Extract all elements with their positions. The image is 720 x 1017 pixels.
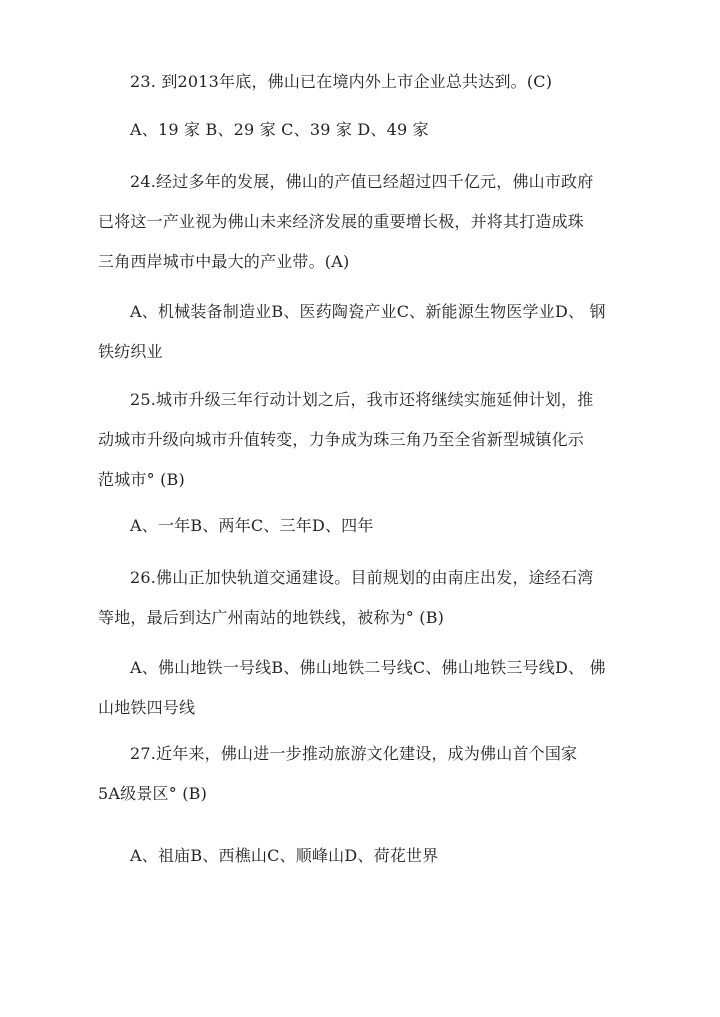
question-line: 23. 到2013年底，佛山已在境内外上市企业总共达到。(C)	[130, 72, 553, 91]
options-23	[98, 110, 618, 150]
options-line: 铁纺织业	[98, 342, 163, 361]
options-26	[98, 648, 618, 728]
options-line: A、佛山地铁一号线B、佛山地铁二号线C、佛山地铁三号线D、 佛	[130, 658, 606, 677]
question-line: 25.城市升级三年行动计划之后，我市还将继续实施延伸计划，推	[130, 390, 594, 409]
options-line: A、机械装备制造业B、医药陶瓷产业C、新能源生物医学业D、 钢	[130, 302, 606, 321]
question-23	[98, 62, 618, 102]
question-line: 已将这一产业视为佛山未来经济发展的重要增长极，并将其打造成珠	[98, 212, 585, 231]
options-line: A、祖庙B、西樵山C、顺峰山D、荷花世界	[130, 846, 439, 865]
question-24	[98, 162, 618, 282]
question-line: 27.近年来，佛山进一步推动旅游文化建设，成为佛山首个国家	[130, 744, 578, 763]
options-line: A、19 家 B、29 家 C、39 家 D、49 家	[130, 120, 429, 139]
options-24	[98, 292, 618, 372]
options-25	[98, 506, 618, 546]
options-27	[98, 836, 618, 876]
question-line: 24.经过多年的发展，佛山的产值已经超过四千亿元，佛山市政府	[130, 172, 594, 191]
question-line: 范城市° (B)	[98, 470, 185, 489]
question-line: 5A级景区° (B)	[98, 784, 208, 803]
question-line: 等地，最后到达广州南站的地铁线，被称为° (B)	[98, 608, 445, 627]
question-25	[98, 380, 618, 500]
question-line: 26.佛山正加快轨道交通建设。目前规划的由南庄出发，途经石湾	[130, 568, 594, 587]
options-line: 山地铁四号线	[98, 698, 196, 717]
question-line: 三角西岸城市中最大的产业带。(A)	[98, 252, 350, 271]
question-27	[98, 734, 618, 814]
question-line: 动城市升级向城市升值转变，力争成为珠三角乃至全省新型城镇化示	[98, 430, 585, 449]
question-26	[98, 558, 618, 638]
options-line: A、一年B、两年C、三年D、四年	[130, 516, 374, 535]
